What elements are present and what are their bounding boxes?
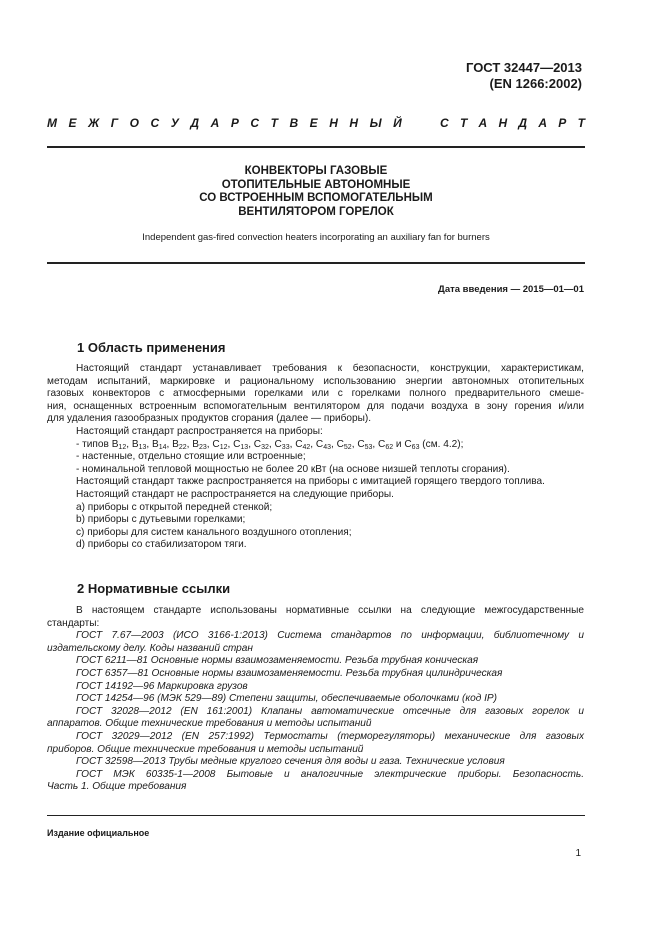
paragraph-line: Настоящий стандарт устанавливает требования к безопасности, конструкции, характеристикам, bbox=[76, 363, 584, 374]
title-rule bbox=[47, 262, 585, 264]
document-title bbox=[47, 165, 585, 219]
paragraph-line: ния, оснащенных встроенным вспомогательным вентилятором для подачи воздуха в зону горения и/или bbox=[47, 400, 584, 412]
reference-line: Часть 1. Общие требования bbox=[47, 781, 187, 793]
category-letter: Ы bbox=[369, 116, 382, 130]
title-line: КОНВЕКТОРЫ ГАЗОВЫЕ bbox=[244, 165, 388, 177]
category-letter: А bbox=[210, 116, 220, 130]
category-letter: Р bbox=[230, 116, 239, 130]
category-letter: О bbox=[129, 116, 139, 130]
applies-line: Настоящий стандарт распространяется на приборы: bbox=[76, 425, 323, 437]
paragraph-line: газовых конвекторов с атмосферными горелками или с горелками полного предварительного смеше- bbox=[47, 388, 584, 400]
reference-line: ГОСТ 7.67—2003 (ИСО 3166-1:2013) Система стандартов по информации, библиотечному и bbox=[76, 630, 584, 642]
category-letter: Т bbox=[459, 116, 468, 130]
paragraph-line: Настоящий стандарт не распространяется на следующие приборы. bbox=[76, 488, 394, 500]
category-letter: С bbox=[250, 116, 260, 130]
type-code: $C_{32}$ bbox=[253, 438, 269, 451]
en-reference: (EN 1266:2002) bbox=[489, 76, 582, 91]
section-1-heading: 1 Область применения bbox=[77, 340, 226, 355]
category-letter: Д bbox=[190, 116, 200, 130]
category-letter: Г bbox=[110, 116, 119, 130]
type-code: $C_{63}$ bbox=[404, 438, 420, 451]
type-code: $C_{43}$ bbox=[315, 438, 331, 451]
title-line: ВЕНТИЛЯТОРОМ ГОРЕЛОК bbox=[238, 205, 394, 218]
page-number: 1 bbox=[575, 848, 581, 859]
category-letter: У bbox=[170, 116, 179, 130]
type-code: $C_{13}$ bbox=[233, 438, 249, 451]
paragraph-line: Настоящий стандарт также распространяется на приборы с имитацией горящего твердого топлива. bbox=[76, 476, 545, 488]
introduction-date: Дата введения — 2015—01—01 bbox=[438, 284, 584, 295]
type-code: $C_{42}$ bbox=[295, 438, 311, 451]
title-line: СО ВСТРОЕННЫМ ВСПОМОГАТЕЛЬНЫМ bbox=[199, 192, 433, 204]
paragraph-line: для удаления газообразных продуктов сгорания (далее — приборы). bbox=[47, 413, 372, 425]
exclusion-item: c) приборы для систем канального воздушного отопления; bbox=[76, 526, 352, 538]
category-letter: Д bbox=[518, 116, 528, 130]
types-line bbox=[47, 439, 584, 452]
category-letter: С bbox=[440, 116, 449, 130]
category-letter: Р bbox=[558, 116, 567, 130]
paragraph-line: стандарты: bbox=[47, 617, 100, 629]
reference-line: издательскому делу. Коды названий стран bbox=[47, 642, 253, 654]
reference-line: приборов. Общие технические требования и методы испытаний bbox=[47, 743, 364, 755]
category-letter: М bbox=[47, 116, 57, 130]
category-letter: С bbox=[150, 116, 160, 130]
english-title: Independent gas-fired convection heaters incorporating an auxiliary fan for burners bbox=[142, 232, 490, 243]
type-code: $B_{23}$ bbox=[192, 438, 207, 451]
category-letter: В bbox=[289, 116, 299, 130]
category-letter: Т bbox=[577, 116, 585, 130]
category-letter: Е bbox=[68, 116, 77, 130]
section-1-body bbox=[47, 363, 584, 552]
exclusion-item: d) приборы со стабилизатором тяги. bbox=[76, 539, 247, 551]
standard-number: ГОСТ 32447—2013 bbox=[466, 60, 582, 75]
reference-line: ГОСТ 32598—2013 Трубы медные круглого сечения для воды и газа. Технические условия bbox=[76, 756, 505, 768]
category-letter: Н bbox=[498, 116, 508, 130]
category-letter: Н bbox=[329, 116, 338, 130]
exclusion-item: b) приборы с дутьевыми горелками; bbox=[76, 514, 246, 526]
list-item: - настенные, отдельно стоящие или встроенные; bbox=[76, 451, 306, 463]
list-item: - номинальной тепловой мощностью не более 20 кВт (на основе низшей теплоты сгорания). bbox=[76, 463, 510, 475]
type-code: $B_{12}$ bbox=[111, 438, 127, 451]
standard-designation bbox=[466, 60, 582, 92]
category-word-standard bbox=[440, 116, 585, 130]
standard-category bbox=[47, 116, 585, 130]
exclusion-item: a) приборы с открытой передней стенкой; bbox=[76, 501, 273, 513]
category-letter: Й bbox=[393, 116, 402, 130]
paragraph-line: методам испытаний, маркировке и рациональному использованию энергии автономных отопительных bbox=[47, 375, 584, 387]
title-line: ОТОПИТЕЛЬНЫЕ АВТОНОМНЫЕ bbox=[221, 178, 411, 191]
reference-line: ГОСТ 32028—2012 (EN 161:2001) Клапаны автоматические отсечные для газовых горелок и bbox=[76, 705, 584, 717]
type-code: $B_{22}$ bbox=[172, 438, 187, 451]
section-2-body bbox=[47, 605, 584, 794]
reference-line: ГОСТ 14254—96 (МЭК 529—89) Степени защиты, обеспечиваемые оболочками (код IP) bbox=[76, 693, 497, 705]
category-letter: Н bbox=[349, 116, 359, 130]
category-letter: А bbox=[538, 116, 548, 130]
reference-line: ГОСТ 32029—2012 (EN 257:1992) Термостаты (терморегуляторы) механические для газовых bbox=[76, 730, 584, 742]
type-code: $C_{12}$ bbox=[212, 438, 228, 451]
type-code: $C_{33}$ bbox=[274, 438, 290, 451]
types-prefix: - типов bbox=[76, 438, 109, 450]
official-edition-label: Издание официальное bbox=[47, 828, 150, 838]
paragraph-line: В настоящем стандарте использованы нормативные ссылки на следующие межгосударственные bbox=[76, 605, 584, 616]
category-word-interstate bbox=[47, 116, 402, 130]
types-list: $B_{12}$, $B_{13}$, $B_{14}$, $B_{22}$, $B_{23}$, $C_{12}$, $C_{13}$, $C_{32}$, $C_{33}$, $C_{42}$, $C_{43}$, $C_{52}$, $C_{53}$, $C_{62}$ bbox=[111, 438, 394, 451]
reference-line: ГОСТ 6211—81 Основные нормы взаимозаменяемости. Резьба трубная коническая bbox=[76, 655, 479, 667]
type-code: $B_{14}$ bbox=[151, 438, 167, 451]
category-letter: Е bbox=[309, 116, 318, 130]
type-code: $C_{52}$ bbox=[336, 438, 352, 451]
types-suffix: (см. 4.2); bbox=[422, 438, 464, 450]
reference-line: ГОСТ 6357—81 Основные нормы взаимозаменяемости. Резьба трубная цилиндрическая bbox=[76, 667, 503, 679]
type-code: $C_{62}$ bbox=[378, 438, 394, 451]
section-2-heading: 2 Нормативные ссылки bbox=[77, 581, 231, 596]
reference-line: ГОСТ МЭК 60335-1—2008 Бытовые и аналогичные электрические приборы. Безопасность. bbox=[76, 768, 584, 780]
category-letter: Т bbox=[270, 116, 278, 130]
types-and: и bbox=[395, 438, 402, 450]
type-code: $C_{53}$ bbox=[357, 438, 373, 451]
reference-line: ГОСТ 14192—96 Маркировка грузов bbox=[76, 680, 248, 692]
footer-rule bbox=[47, 815, 585, 816]
category-letter: А bbox=[478, 116, 488, 130]
category-letter: Ж bbox=[88, 116, 100, 130]
type-code: $B_{13}$ bbox=[131, 438, 147, 451]
header-rule bbox=[47, 146, 585, 148]
reference-line: аппаратов. Общие технические требования и методы испытаний bbox=[47, 718, 372, 730]
